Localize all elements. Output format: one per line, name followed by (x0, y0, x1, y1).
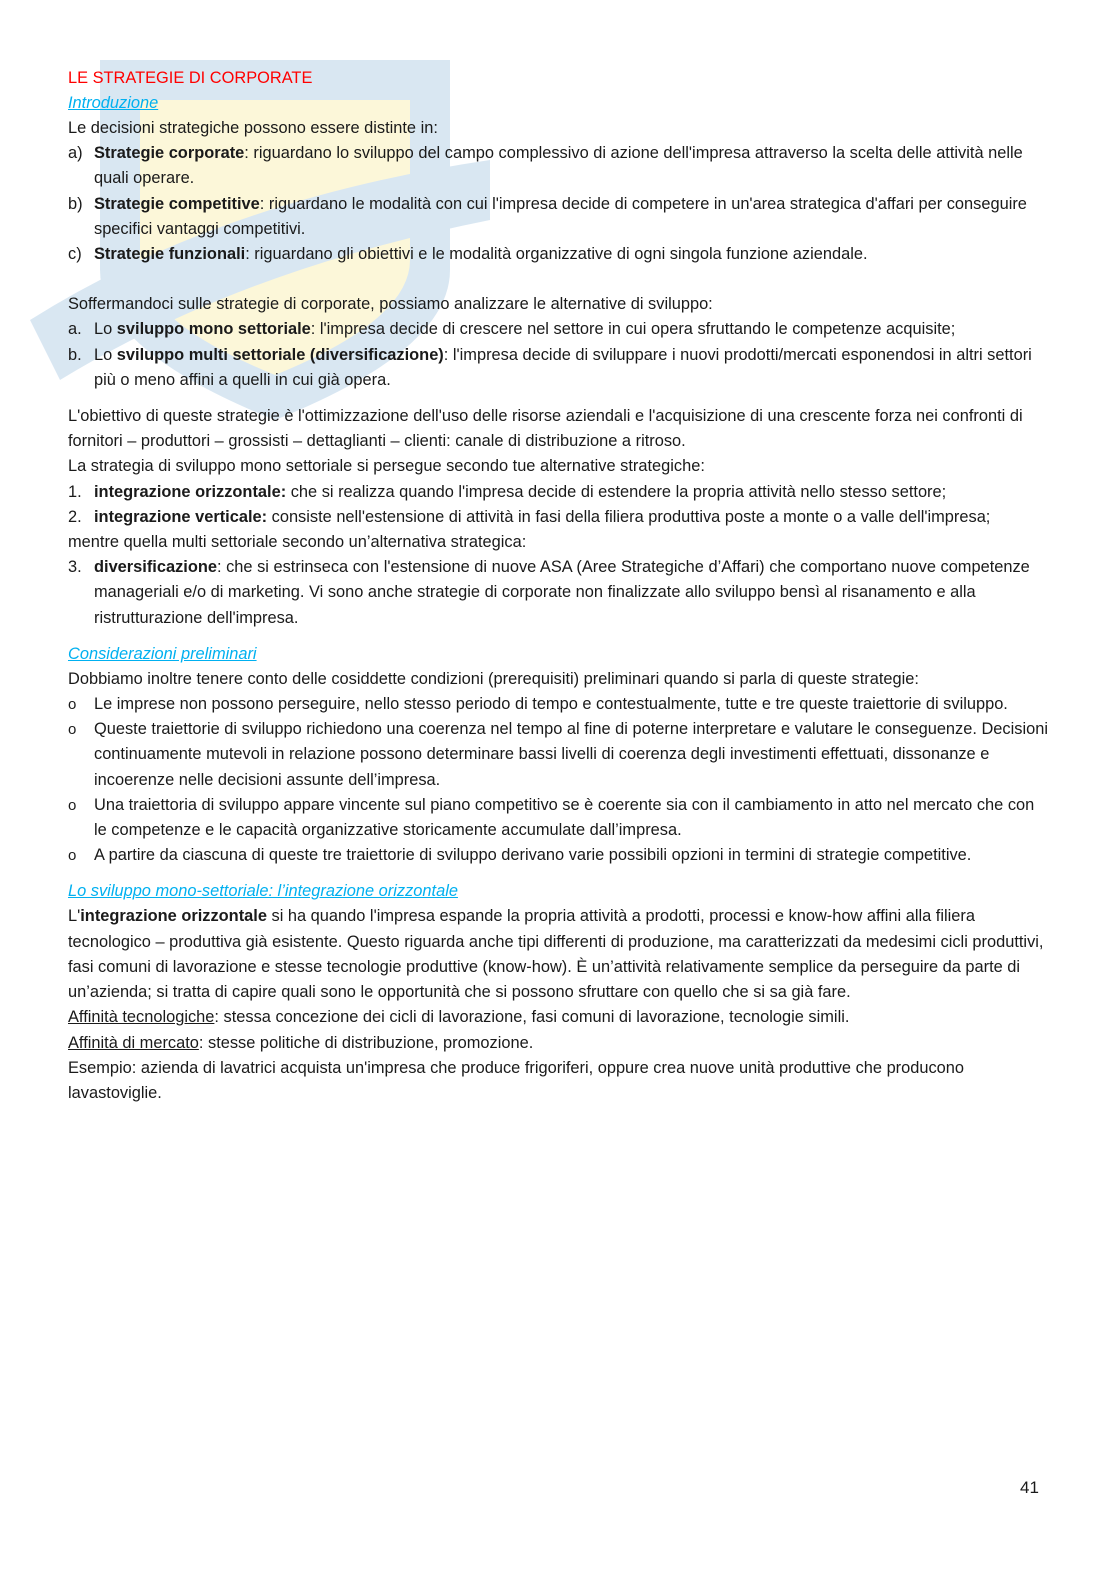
list-item (68, 505, 1048, 530)
document-page (68, 66, 1048, 1106)
paragraph: Esempio: azienda di lavatrici acquista un'impresa che produce frigoriferi, oppure crea nuove unità produttive che producono lavastoviglie. (68, 1058, 965, 1102)
paragraph: L'integrazione orizzontale si ha quando l'impresa espande la propria attività a prodotti, processi e know-how affini alla filiera tecnologico – produttiva già esistente. Questo riguarda anche tipi differenti di produzione, ma caratterizzati da medesimi cicli produttivi, fasi comuni di lavorazione e stesse tecnologie produttive (know-how). È un’attività relativamente semplice da perseguire da parte di un’azienda; si tratta di capire quali sono le opportunità che si possono sfruttare con quello che si sa già fare. (68, 907, 1044, 1002)
paragraph: mentre quella multi settoriale secondo un’alternativa strategica: (68, 533, 527, 552)
list-item (68, 141, 1048, 191)
list-marker: c) (68, 245, 82, 264)
list-text: consiste nell'estensione di attività in fasi della filiera produttiva poste a monte o a valle dell'impresa; (267, 507, 991, 526)
list-term: Strategie competitive (94, 194, 260, 213)
list-term: sviluppo multi settoriale (diversificazione) (116, 345, 444, 364)
bullet-icon: o (68, 847, 77, 865)
list-item (68, 555, 1048, 631)
list-item (68, 317, 1048, 342)
list-text: : l'impresa decide di sviluppare i nuovi prodotti/mercati esponendosi in altri settori più o meno affini a quelli in cui già opera. (94, 345, 1032, 389)
term-label: Affinità tecnologiche (68, 1008, 215, 1027)
list-term: integrazione orizzontale: (94, 482, 287, 501)
list-item (68, 692, 1048, 717)
list-marker: 2. (68, 507, 82, 526)
bullet-icon: o (68, 796, 77, 814)
bullet-icon: o (68, 721, 77, 739)
list-text: : l'impresa decide di crescere nel settore in cui opera sfruttando le competenze acquisite; (310, 320, 956, 339)
list-prefix: Lo (94, 320, 117, 339)
list-item (68, 843, 1048, 868)
list-text: A partire da ciascuna di queste tre traiettorie di sviluppo derivano varie possibili opzioni in termini di strategie competitive. (94, 846, 972, 865)
list-text: Le imprese non possono perseguire, nello stesso periodo di tempo e contestualmente, tutte e tre queste traiettorie di sviluppo. (94, 695, 1008, 714)
list-term: sviluppo mono settoriale (116, 320, 311, 339)
paragraph: L'obiettivo di queste strategie è l'ottimizzazione dell'uso delle risorse aziendali e l'acquisizione di una crescente forza nei confronti di fornitori – produttori – grossisti – dettaglianti – clienti: canale di distribuzione a ritroso. (68, 407, 1023, 451)
list-marker: a) (68, 144, 83, 163)
list-marker: 3. (68, 558, 82, 577)
list-item (68, 793, 1048, 843)
intro-lead: Le decisioni strategiche possono essere distinte in: (68, 119, 438, 137)
list-term: Strategie funzionali (94, 245, 246, 264)
list-marker: 1. (68, 482, 82, 501)
list-item (68, 480, 1048, 505)
paragraph: Dobbiamo inoltre tenere conto delle cosiddette condizioni (prerequisiti) preliminari quando si parla di queste strategie: (68, 669, 919, 688)
list-term: diversificazione (94, 558, 217, 577)
list-text: : riguardano lo sviluppo del campo complessivo di azione dell'impresa attraverso la scelta delle attività nelle quali operare. (94, 144, 1023, 188)
list-item (68, 343, 1048, 393)
list-term: Strategie corporate (94, 144, 245, 163)
paragraph: Affinità tecnologiche: stessa concezione dei cicli di lavorazione, fasi comuni di lavorazione, tecnologie simili. (68, 1008, 850, 1027)
paragraph: Affinità di mercato: stesse politiche di distribuzione, promozione. (68, 1033, 534, 1052)
list-item (68, 192, 1048, 242)
intro-lead-2: Soffermandoci sulle strategie di corporate, possiamo analizzare le alternative di sviluppo: (68, 295, 713, 314)
list-item (68, 242, 1048, 267)
list-term: integrazione verticale: (94, 507, 268, 526)
section-heading-preliminari: Considerazioni preliminari (68, 644, 257, 663)
list-marker: b) (68, 194, 83, 213)
paragraph: La strategia di sviluppo mono settoriale si persegue secondo tue alternative strategiche: (68, 457, 705, 476)
list-marker: b. (68, 345, 82, 364)
term: integrazione orizzontale (80, 907, 267, 926)
list-text: : che si estrinseca con l'estensione di nuove ASA (Aree Strategiche d’Affari) che comportano nuove competenze manageriali e/o di marketing. Vi sono anche strategie di corporate non finalizzate allo sviluppo bensì al risanamento e alla ristrutturazione dell'impresa. (94, 558, 1030, 627)
list-text: Una traiettoria di sviluppo appare vincente sul piano competitivo se è coerente sia con il cambiamento in atto nel mercato che con le competenze e le capacità organizzative storicamente accumulate dall’impresa. (94, 795, 1035, 840)
section-heading-orizzontale: Lo sviluppo mono-settoriale: l’integrazione orizzontale (68, 882, 458, 901)
section-heading-introduzione: Introduzione (68, 94, 159, 112)
term-label: Affinità di mercato (68, 1033, 199, 1052)
list-marker: a. (68, 320, 82, 339)
list-text: che si realizza quando l'impresa decide di estendere la propria attività nello stesso settore; (286, 482, 947, 501)
bullet-icon: o (68, 696, 77, 714)
list-text: Queste traiettorie di sviluppo richiedono una coerenza nel tempo al fine di poterne interpretare e valutare le conseguenze. Decisioni continuamente mutevoli in relazione possono determinare bassi livelli di coerenza degli investimenti effettuati, dissonanze e incoerenze nelle decisioni assunte dell’impresa. (94, 720, 1048, 789)
list-text: : riguardano le modalità con cui l'impresa decide di competere in un'area strategica d'affari per conseguire specifici vantaggi competitivi. (94, 194, 1027, 238)
list-prefix: Lo (94, 345, 117, 364)
list-text: : riguardano gli obiettivi e le modalità organizzative di ogni singola funzione aziendale. (245, 245, 868, 264)
list-item (68, 717, 1048, 793)
page-title: LE STRATEGIE DI CORPORATE (68, 69, 313, 87)
page-number: 41 (1020, 1478, 1039, 1497)
